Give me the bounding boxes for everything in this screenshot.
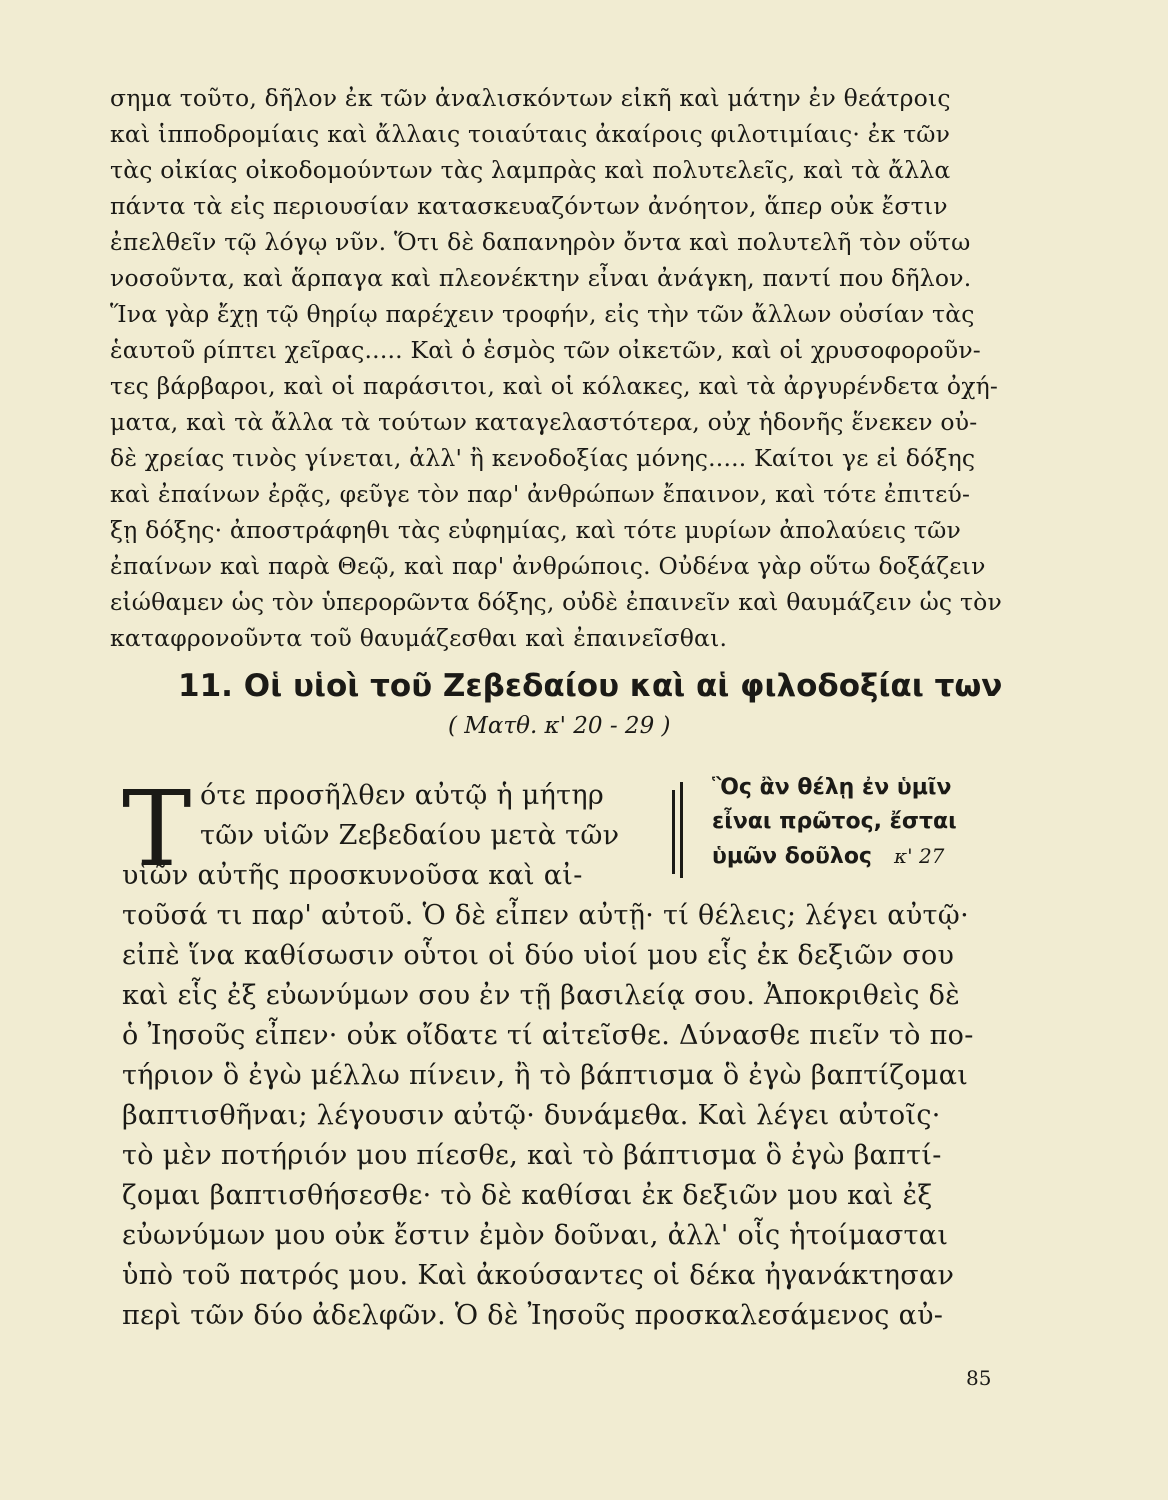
scripture-reference: ( Ματθ. κ' 20 - 29 ) <box>448 713 671 739</box>
text-line: τὸ μὲν ποτήριόν μου πίεσθε, καὶ τὸ βάπτισμα ὃ ἐγὼ βαπτί- <box>122 1140 942 1171</box>
text-line: τήριον ὃ ἐγὼ μέλλω πίνειν, ἢ τὸ βάπτισμα ὃ ἐγὼ βαπτίζομαι <box>122 1060 969 1091</box>
text-line: ζομαι βαπτισθήσεσθε· τὸ δὲ καθίσαι ἐκ δεξιῶν μου καὶ ἐξ <box>122 1180 933 1211</box>
page-number: 85 <box>966 1366 992 1390</box>
text-line: δὲ χρείας τινὸς γίνεται, ἀλλ' ἢ κενοδοξίας μόνης..... Καίτοι γε εἰ δόξης <box>110 444 976 472</box>
sidebar-quote-line <box>712 840 944 873</box>
sidebar-divider <box>680 782 683 878</box>
text-line: ὑπὸ τοῦ πατρός μου. Καὶ ἀκούσαντες οἱ δέκα ἠγανάκτησαν <box>122 1260 955 1291</box>
text-line: καταφρονοῦντα τοῦ θαυμάζεσθαι καὶ ἐπαινεῖσθαι. <box>110 624 728 652</box>
text-line: εὐωνύμων μου οὐκ ἔστιν ἐμὸν δοῦναι, ἀλλ' οἷς ἡτοίμασται <box>122 1220 949 1251</box>
text-line: πάντα τὰ εἰς περιουσίαν κατασκευαζόντων ἀνόητον, ἅπερ οὐκ ἔστιν <box>110 192 948 220</box>
text-line: ἑαυτοῦ ρίπτει χεῖρας..... Καὶ ὁ ἑσμὸς τῶν οἰκετῶν, καὶ οἱ χρυσοφοροῦν- <box>110 336 981 364</box>
section-title: Οἱ υἱοὶ τοῦ Ζεβεδαίου καὶ αἱ φιλοδοξίαι των <box>243 668 1003 704</box>
text-line: ξῃ δόξης· ἀποστράφηθι τὰς εὐφημίας, καὶ τότε μυρίων ἀπολαύεις τῶν <box>110 516 961 544</box>
text-line: εἰώθαμεν ὡς τὸν ὑπερορῶντα δόξης, οὐδὲ ἐπαινεῖν καὶ θαυμάζειν ὡς τὸν <box>110 588 1002 616</box>
sidebar-divider <box>672 790 675 874</box>
text-line: τοῦσά τι παρ' αὐτοῦ. Ὁ δὲ εἶπεν αὐτῇ· τί θέλεις; λέγει αὐτῷ· <box>122 900 969 931</box>
text-line: σημα τοῦτο, δῆλον ἐκ τῶν ἀναλισκόντων εἰκῆ καὶ μάτην ἐν θεάτροις <box>110 84 951 112</box>
text-line: ματα, καὶ τὰ ἄλλα τὰ τούτων καταγελαστότερα, οὐχ ἡδονῆς ἕνεκεν οὐ- <box>110 408 978 436</box>
text-line: ἐπαίνων καὶ παρὰ Θεῷ, καὶ παρ' ἀνθρώποις. Οὐδένα γὰρ οὕτω δοξάζειν <box>110 552 986 580</box>
text-line: περὶ τῶν δύο ἀδελφῶν. Ὁ δὲ Ἰησοῦς προσκαλεσάμενος αὐ- <box>122 1300 944 1331</box>
sidebar-quote-line: εἶναι πρῶτος, ἔσται <box>712 809 957 834</box>
sidebar-quote-text: ὑμῶν δοῦλος <box>712 844 872 869</box>
drop-cap: Τ <box>122 768 192 890</box>
text-line: βαπτισθῆναι; λέγουσιν αὐτῷ· δυνάμεθα. Καὶ λέγει αὐτοῖς· <box>122 1100 941 1131</box>
text-line: καὶ εἷς ἐξ εὐωνύμων σου ἐν τῇ βασιλείᾳ σου. Ἀποκριθεὶς δὲ <box>122 980 961 1011</box>
text-line: καὶ ἐπαίνων ἐρᾷς, φεῦγε τὸν παρ' ἀνθρώπων ἔπαινον, καὶ τότε ἐπιτεύ- <box>110 480 971 508</box>
text-line: ὁ Ἰησοῦς εἶπεν· οὐκ οἴδατε τί αἰτεῖσθε. Δύνασθε πιεῖν τὸ πο- <box>122 1020 974 1051</box>
text-line: ἐπελθεῖν τῷ λόγῳ νῦν. Ὅτι δὲ δαπανηρὸν ὄντα καὶ πολυτελῆ τὸν οὕτω <box>110 228 971 256</box>
section-heading <box>178 664 1003 708</box>
text-line: ότε προσῆλθεν αὐτῷ ἡ μήτηρ <box>200 780 605 811</box>
text-line: υἱῶν αὐτῆς προσκυνοῦσα καὶ αἰ- <box>122 860 583 891</box>
text-line: τῶν υἱῶν Ζεβεδαίου μετὰ τῶν <box>200 820 620 851</box>
text-line: εἰπὲ ἵνα καθίσωσιν οὗτοι οἱ δύο υἱοί μου εἷς ἐκ δεξιῶν σου <box>122 940 955 971</box>
sidebar-reference: κ' 27 <box>893 844 945 868</box>
text-line: νοσοῦντα, καὶ ἅρπαγα καὶ πλεονέκτην εἶναι ἀνάγκη, παντί που δῆλον. <box>110 264 972 292</box>
text-line: Ἵνα γὰρ ἔχῃ τῷ θηρίῳ παρέχειν τροφήν, εἰς τὴν τῶν ἄλλων οὐσίαν τὰς <box>110 300 975 328</box>
sidebar-quote-line: Ὃς ἂν θέλῃ ἐν ὑμῖν <box>712 775 952 800</box>
text-line: τὰς οἰκίας οἰκοδομούντων τὰς λαμπρὰς καὶ πολυτελεῖς, καὶ τὰ ἄλλα <box>110 156 951 184</box>
section-number: 11. <box>178 668 233 704</box>
text-line: καὶ ἱπποδρομίαις καὶ ἄλλαις τοιαύταις ἀκαίροις φιλοτιμίαις· ἐκ τῶν <box>110 120 951 148</box>
text-line: τες βάρβαροι, καὶ οἱ παράσιτοι, καὶ οἱ κόλακες, καὶ τὰ ἀργυρένδετα ὀχή- <box>110 372 999 400</box>
